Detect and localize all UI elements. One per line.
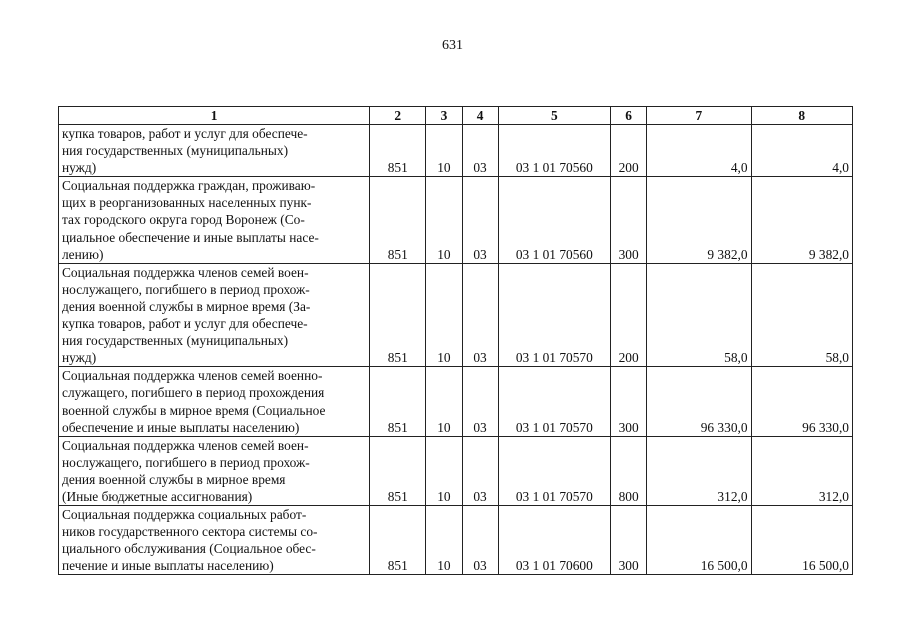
expense-name-line: циальное обеспечение и иные выплаты насе- bbox=[62, 229, 319, 245]
expense-name-line: служащего, погибшего в период прохождения bbox=[62, 385, 325, 401]
column-header: 2 bbox=[370, 107, 426, 125]
section-code-cell: 10 bbox=[426, 436, 462, 505]
table-row bbox=[59, 125, 853, 177]
target-item-cell: 03 1 01 70600 bbox=[498, 506, 610, 575]
expense-name-line: купка товаров, работ и услуг для обеспече- bbox=[62, 126, 308, 141]
subsection-code-cell: 03 bbox=[462, 125, 498, 177]
section-code-cell: 10 bbox=[426, 125, 462, 177]
expense-name-line: (Иные бюджетные ассигнования) bbox=[62, 488, 253, 504]
expense-name-line: дения военной службы в мирное время (За- bbox=[62, 298, 311, 314]
amount-cell: 4,0 bbox=[751, 125, 852, 177]
ministry-code-cell: 851 bbox=[370, 436, 426, 505]
ministry-code-cell: 851 bbox=[370, 506, 426, 575]
expense-type-cell: 200 bbox=[611, 263, 647, 367]
expense-name-line: нужд) bbox=[62, 350, 97, 366]
amount-cell: 58,0 bbox=[751, 263, 852, 367]
expense-name-line: обеспечение и иные выплаты населению) bbox=[62, 419, 300, 435]
expense-type-cell: 300 bbox=[611, 367, 647, 436]
expense-name-line: Социальная поддержка членов семей воен- bbox=[62, 437, 309, 453]
expense-name-line: Социальная поддержка членов семей воен- bbox=[62, 264, 309, 280]
amount-cell: 16 500,0 bbox=[751, 506, 852, 575]
expense-name-line: щих в реорганизованных населенных пунк- bbox=[62, 195, 312, 211]
target-item-cell: 03 1 01 70560 bbox=[498, 177, 610, 263]
ministry-code-cell: 851 bbox=[370, 367, 426, 436]
table-row bbox=[59, 263, 853, 367]
expense-name-line: военной службы в мирное время (Социальное bbox=[62, 402, 326, 418]
column-header: 8 bbox=[751, 107, 852, 125]
expense-name-line: Социальная поддержка граждан, проживаю- bbox=[62, 178, 316, 194]
expense-type-cell: 300 bbox=[611, 506, 647, 575]
target-item-cell: 03 1 01 70570 bbox=[498, 436, 610, 505]
expense-name-line: тах городского округа город Воронеж (Со- bbox=[62, 212, 305, 228]
column-header: 4 bbox=[462, 107, 498, 125]
expense-type-cell: 200 bbox=[611, 125, 647, 177]
amount-cell: 16 500,0 bbox=[647, 506, 751, 575]
amount-cell: 96 330,0 bbox=[647, 367, 751, 436]
table-row bbox=[59, 436, 853, 505]
expense-name-line: ния государственных (муниципальных) bbox=[62, 333, 289, 349]
ministry-code-cell: 851 bbox=[370, 125, 426, 177]
amount-cell: 312,0 bbox=[647, 436, 751, 505]
expense-name-line: ников государственного сектора системы со- bbox=[62, 524, 318, 540]
table-row bbox=[59, 367, 853, 436]
column-header: 6 bbox=[611, 107, 647, 125]
subsection-code-cell: 03 bbox=[462, 436, 498, 505]
expense-name-cell bbox=[59, 125, 370, 177]
expense-name-line: Социальная поддержка членов семей военно- bbox=[62, 368, 323, 384]
expense-name-cell bbox=[59, 263, 370, 367]
expense-name-line: нослужащего, погибшего в период прохож- bbox=[62, 454, 310, 470]
column-header: 3 bbox=[426, 107, 462, 125]
subsection-code-cell: 03 bbox=[462, 177, 498, 263]
amount-cell: 96 330,0 bbox=[751, 367, 852, 436]
expense-name-line: ния государственных (муниципальных) bbox=[62, 143, 289, 159]
table-header-row bbox=[59, 107, 853, 125]
column-header: 1 bbox=[59, 107, 370, 125]
budget-table bbox=[58, 106, 853, 575]
subsection-code-cell: 03 bbox=[462, 367, 498, 436]
table-row bbox=[59, 506, 853, 575]
amount-cell: 4,0 bbox=[647, 125, 751, 177]
column-header: 5 bbox=[498, 107, 610, 125]
expense-name-line: лению) bbox=[62, 246, 104, 262]
expense-name-line: нослужащего, погибшего в период прохож- bbox=[62, 281, 310, 297]
ministry-code-cell: 851 bbox=[370, 177, 426, 263]
target-item-cell: 03 1 01 70560 bbox=[498, 125, 610, 177]
page-number: 631 bbox=[442, 38, 463, 53]
expense-name-line: нужд) bbox=[62, 160, 97, 176]
expense-name-cell bbox=[59, 436, 370, 505]
ministry-code-cell: 851 bbox=[370, 263, 426, 367]
expense-type-cell: 800 bbox=[611, 436, 647, 505]
expense-name-line: Социальная поддержка социальных работ- bbox=[62, 507, 307, 523]
expense-name-line: дения военной службы в мирное время bbox=[62, 471, 286, 487]
amount-cell: 9 382,0 bbox=[751, 177, 852, 263]
subsection-code-cell: 03 bbox=[462, 506, 498, 575]
expense-name-cell bbox=[59, 177, 370, 263]
target-item-cell: 03 1 01 70570 bbox=[498, 367, 610, 436]
column-header: 7 bbox=[647, 107, 751, 125]
section-code-cell: 10 bbox=[426, 177, 462, 263]
target-item-cell: 03 1 01 70570 bbox=[498, 263, 610, 367]
expense-name-line: печение и иные выплаты населению) bbox=[62, 558, 274, 574]
expense-type-cell: 300 bbox=[611, 177, 647, 263]
table-row bbox=[59, 177, 853, 263]
amount-cell: 312,0 bbox=[751, 436, 852, 505]
section-code-cell: 10 bbox=[426, 263, 462, 367]
amount-cell: 9 382,0 bbox=[647, 177, 751, 263]
section-code-cell: 10 bbox=[426, 367, 462, 436]
expense-name-line: циального обслуживания (Социальное обес- bbox=[62, 541, 316, 557]
subsection-code-cell: 03 bbox=[462, 263, 498, 367]
expense-name-cell bbox=[59, 506, 370, 575]
amount-cell: 58,0 bbox=[647, 263, 751, 367]
expense-name-cell bbox=[59, 367, 370, 436]
expense-name-line: купка товаров, работ и услуг для обеспече- bbox=[62, 316, 308, 332]
section-code-cell: 10 bbox=[426, 506, 462, 575]
